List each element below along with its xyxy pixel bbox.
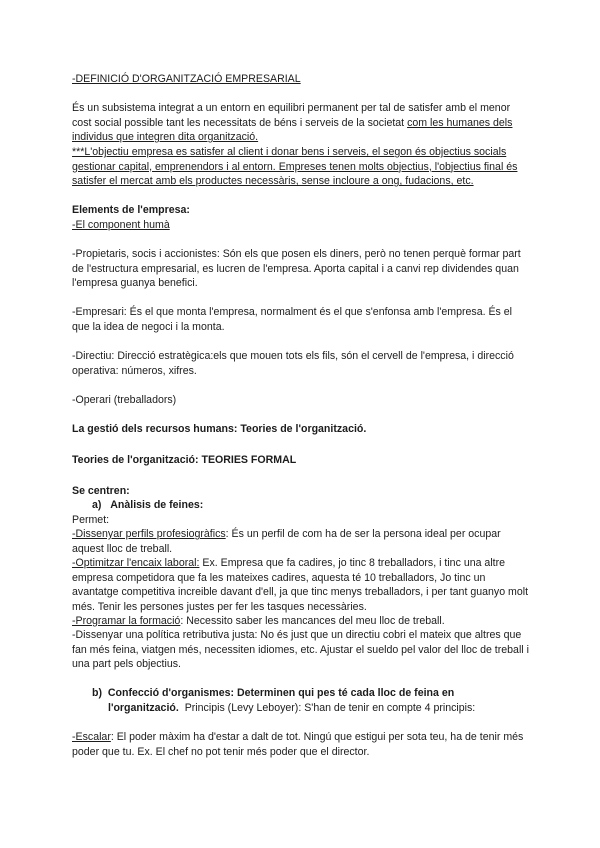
page-title: -DEFINICIÓ D'ORGANITZACIÓ EMPRESARIAL bbox=[72, 73, 301, 85]
theories-label: Teories de l'organització: bbox=[72, 454, 202, 466]
item-a-heading bbox=[72, 498, 552, 513]
item-b-title-1: Confecció d'organismes: Determinen qui pes té cada lloc de feina en bbox=[107, 687, 455, 699]
definition-paragraph bbox=[72, 101, 532, 145]
hr-heading: La gestió dels recursos humans: Teories de l'organització. bbox=[72, 423, 367, 435]
bullet-design-profiles-text: : És un perfil de com ha de ser la persona ideal per ocupar aquest lloc de treball. bbox=[72, 528, 501, 555]
scale-principle-key: -Escalar bbox=[72, 731, 111, 743]
theories-value: TEORIES FORMAL bbox=[201, 454, 297, 466]
item-b-marker: b) bbox=[92, 687, 102, 699]
item-a-title: Anàlisis de feines: bbox=[110, 499, 204, 511]
item-b-line2 bbox=[72, 701, 532, 716]
elements-heading: Elements de l'empresa: bbox=[72, 204, 190, 216]
entrepreneur-paragraph: -Empresari: És el que monta l'empresa, normalment és el que s'enfonsa amb l'empresa. És el que la idea de negoci i la monta. bbox=[72, 306, 513, 333]
bullet-optimize-fit-key: -Optimitzar l'encaix laboral: bbox=[72, 557, 200, 569]
item-a-marker: a) bbox=[92, 499, 102, 511]
bullet-training bbox=[72, 614, 532, 629]
definition-underlined: com les humanes dels individus que integren dita organització. bbox=[72, 116, 513, 144]
human-component-subheading: -El component humà bbox=[72, 219, 170, 231]
item-b-title-2: l'organització. bbox=[108, 701, 179, 714]
bullet-pay-policy: -Dissenyar una política retributiva justa: No és just que un directiu cobri el mateix que altres que fan més feina, viatgen més, necessiten idiomes, etc. Ajustar el sueldo pel valor del lloc de treball i una part pels objectius. bbox=[72, 629, 529, 671]
bullet-optimize-fit bbox=[72, 556, 532, 614]
theories-line bbox=[72, 453, 532, 468]
bullet-optimize-fit-text: Ex. Empresa que fa cadires, jo tinc 8 treballadors, i tinc una altre empresa competidora que fa les mateixes cadires, aquesta té 10 treballadors, Jo tinc un avantatge competitiva increible davant d'ell, ja que tinc menys treballadors, i per tant guanyo molt més. Tenir les persones justes per fer les tasques necessàries. bbox=[72, 557, 529, 613]
item-b-line1 bbox=[72, 686, 532, 701]
bullet-design-profiles-key: -Dissenyar perfils profesiogràfics bbox=[72, 528, 226, 540]
objective-note: ***L'objectiu empresa es satisfer al client i donar bens i serveis, el segon és objectius socials gestionar capital, emprenendors i al entorn. Empreses tenen molts objectius, l'objectius final és satisfer el mercat amb els productes necessàris, sense incloure a ong, fudacions, etc. bbox=[72, 146, 518, 188]
item-b-principles: Principis (Levy Leboyer): S'han de tenir en compte 4 principis: bbox=[184, 701, 476, 714]
scale-principle-text: : El poder màxim ha d'estar a dalt de tot. Ningú que estigui per sota teu, ha de tenir més poder que tu. Ex. El chef no pot tenir més poder que el director. bbox=[72, 731, 524, 758]
permet-label: Permet: bbox=[72, 514, 110, 526]
focus-heading: Se centren: bbox=[72, 485, 130, 497]
bullet-training-key: -Programar la formació bbox=[72, 615, 181, 627]
management-paragraph: -Directiu: Direcció estratègica:els que mouen tots els fils, són el cervell de l'empresa, i direcció operativa: números, xifres. bbox=[72, 350, 514, 377]
workers-paragraph: -Operari (treballadors) bbox=[72, 394, 177, 406]
scale-principle bbox=[72, 730, 532, 759]
bullet-training-text: : Necessito saber les mancances del meu lloc de treball. bbox=[180, 615, 445, 627]
owners-paragraph: -Propietaris, socis i accionistes: Són els que posen els diners, però no tenen perquè formar part de l'estructura empresarial, es lucren de l'empresa. Aporta capital i a canvi rep dividendes quan l'empresa guanya benefici. bbox=[72, 248, 521, 290]
bullet-design-profiles bbox=[72, 527, 532, 556]
item-b-heading bbox=[72, 686, 532, 715]
definition-text: És un subsistema integrat a un entorn en equilibri permanent per tal de satisfer amb el menor cost social possible tant les necessitats de béns i serveis de la societat bbox=[72, 102, 511, 129]
